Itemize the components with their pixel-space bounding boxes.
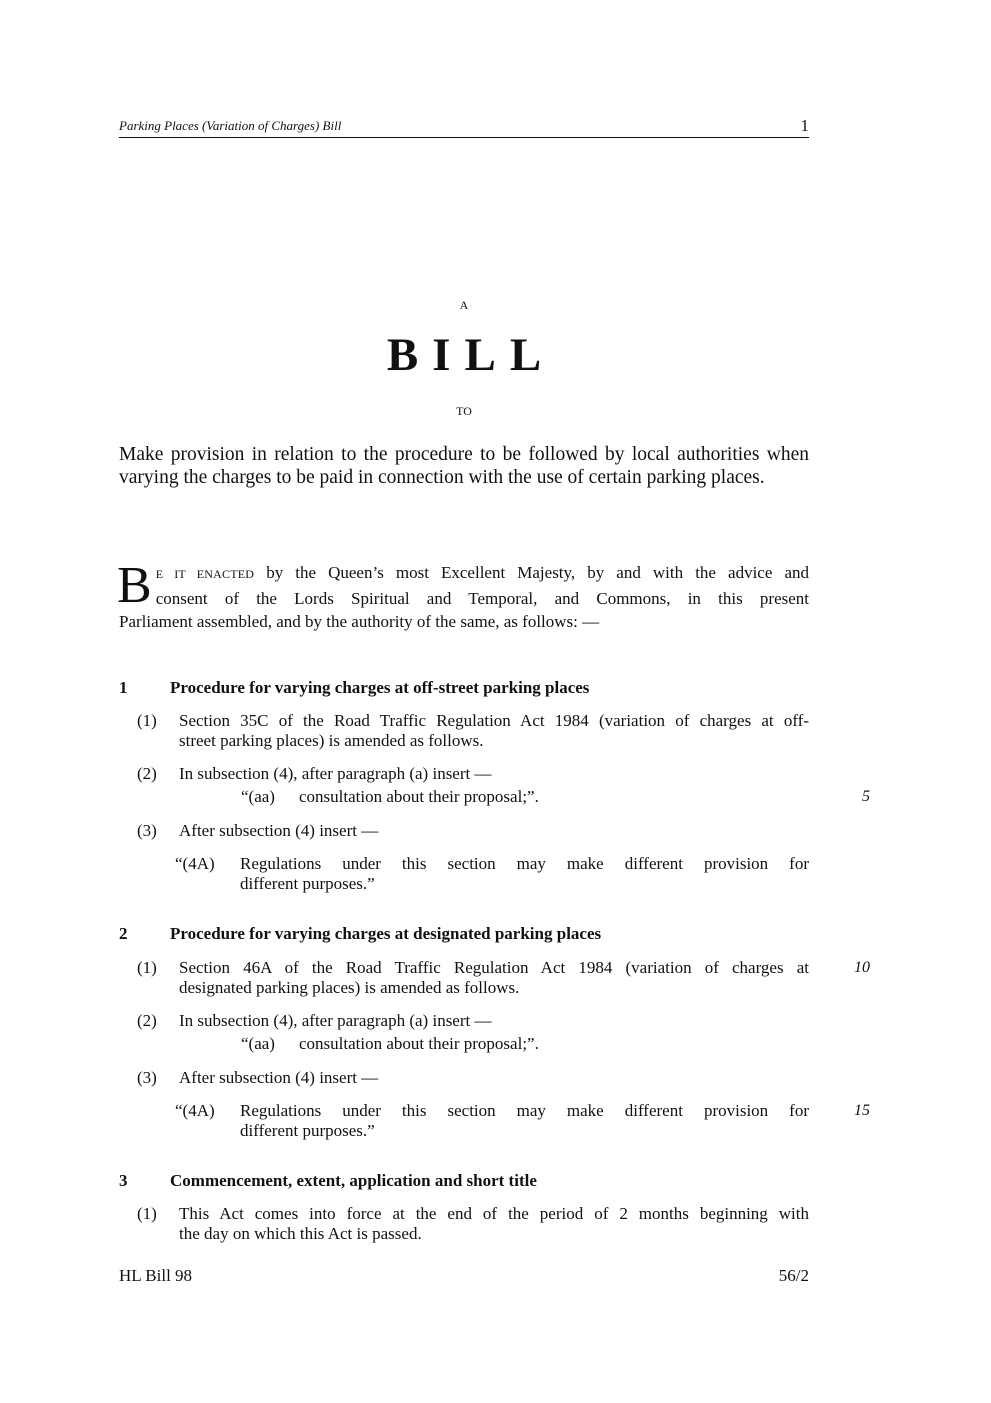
title-to: TO bbox=[456, 404, 472, 418]
section-1-subsection-2: (2) In subsection (4), after paragraph (a) insert — bbox=[137, 764, 492, 783]
drop-cap: B bbox=[117, 557, 152, 614]
section-1-insert-4a: “(4A) Regulations under this section may make different provision for different purposes.” bbox=[175, 854, 809, 893]
section-number: 3 bbox=[119, 1171, 128, 1190]
page-number: 1 bbox=[800, 116, 809, 135]
bill-reference: HL Bill 98 bbox=[119, 1266, 193, 1285]
enacting-formula bbox=[117, 557, 809, 634]
section-title: Procedure for varying charges at designated parking places bbox=[170, 924, 602, 943]
running-title: Parking Places (Variation of Charges) Bill bbox=[119, 118, 342, 133]
section-2-subsection-1: (1) Section 46A of the Road Traffic Regulation Act 1984 (variation of charges at designated parking places) is amended as follows. bbox=[137, 958, 809, 997]
bill-page: Parking Places (Variation of Charges) Bill 1 A BILL TO Make provision in relation to the procedure to be followed by local authorities when varying the charges to be paid in connection with the use of certain parking places. B E IT ENACTED by the Queen’s most Excellent Majesty, by and with the advice and consent of the Lords Spiritual and Temporal, and Commons, in this present Parliament assembled, and by the authority of the same, as follows: — 1 Procedure for varying charges at off-street parking places (1) Section 35C of the Road Traffic Regulation Act 1984 (variation of charges at off- street parking places) is amended as follows. (2) In subsection (4), after paragraph (a) insert — “(aa) consultation about their proposal;”. 5 (3) After subsection (4) insert — “(4A) Regulations under this section may make different provision for different purposes.” 2 Procedure for varying charges at designated parking places (1) Section 46A of the Road Traffic Regulation Act 1984 (variation of charges at designated parking places) is amended as follows. 10 (2) In subsection (4), after paragraph (a) insert — “(aa) consultation about their proposal;”. (3) After subsection (4) insert — “(4A) Regulations under this section may make different provision for different purposes.” 15 3 Commencement, extent, application and short title (1) This Act comes into force at the end of the period of 2 months beginning with the day on which this Act is passed. HL Bill 98 56/2 bbox=[117, 116, 870, 1285]
section-3-subsection-1: (1) This Act comes into force at the end of the period of 2 months beginning with the day on which this Act is passed. bbox=[137, 1204, 809, 1243]
title-bill: BILL bbox=[386, 329, 556, 381]
long-title: Make provision in relation to the procedure to be followed by local authorities when varying the charges to be paid in connection with the use of certain parking places. bbox=[119, 444, 809, 488]
title-a: A bbox=[459, 298, 469, 312]
section-number: 1 bbox=[119, 678, 128, 697]
line-number-15: 15 bbox=[854, 1102, 870, 1119]
session-reference: 56/2 bbox=[778, 1266, 809, 1285]
enacting-line-2: consent of the Lords Spiritual and Temporal, and Commons, in this present bbox=[155, 588, 809, 608]
enacting-line-3: Parliament assembled, and by the authority of the same, as follows: — bbox=[119, 612, 600, 631]
section-2-insert-4a: “(4A) Regulations under this section may make different provision for different purposes.” bbox=[175, 1101, 809, 1140]
section-title: Procedure for varying charges at off-street parking places bbox=[170, 678, 590, 697]
line-number-5: 5 bbox=[862, 788, 870, 805]
section-2-subsection-2: (2) In subsection (4), after paragraph (a) insert — bbox=[137, 1011, 492, 1030]
section-2-subsection-3: (3) After subsection (4) insert — bbox=[137, 1068, 379, 1087]
section-title: Commencement, extent, application and short title bbox=[170, 1171, 537, 1190]
line-number-10: 10 bbox=[854, 959, 870, 976]
section-1-subsection-3: (3) After subsection (4) insert — bbox=[137, 821, 379, 840]
section-number: 2 bbox=[119, 924, 128, 943]
enacting-line-1: E IT ENACTED by the Queen’s most Excellent Majesty, by and with the advice and bbox=[155, 563, 809, 582]
section-1-subsection-1: (1) Section 35C of the Road Traffic Regulation Act 1984 (variation of charges at off- street parking places) is amended as follows. bbox=[137, 711, 809, 750]
running-header bbox=[119, 117, 809, 138]
